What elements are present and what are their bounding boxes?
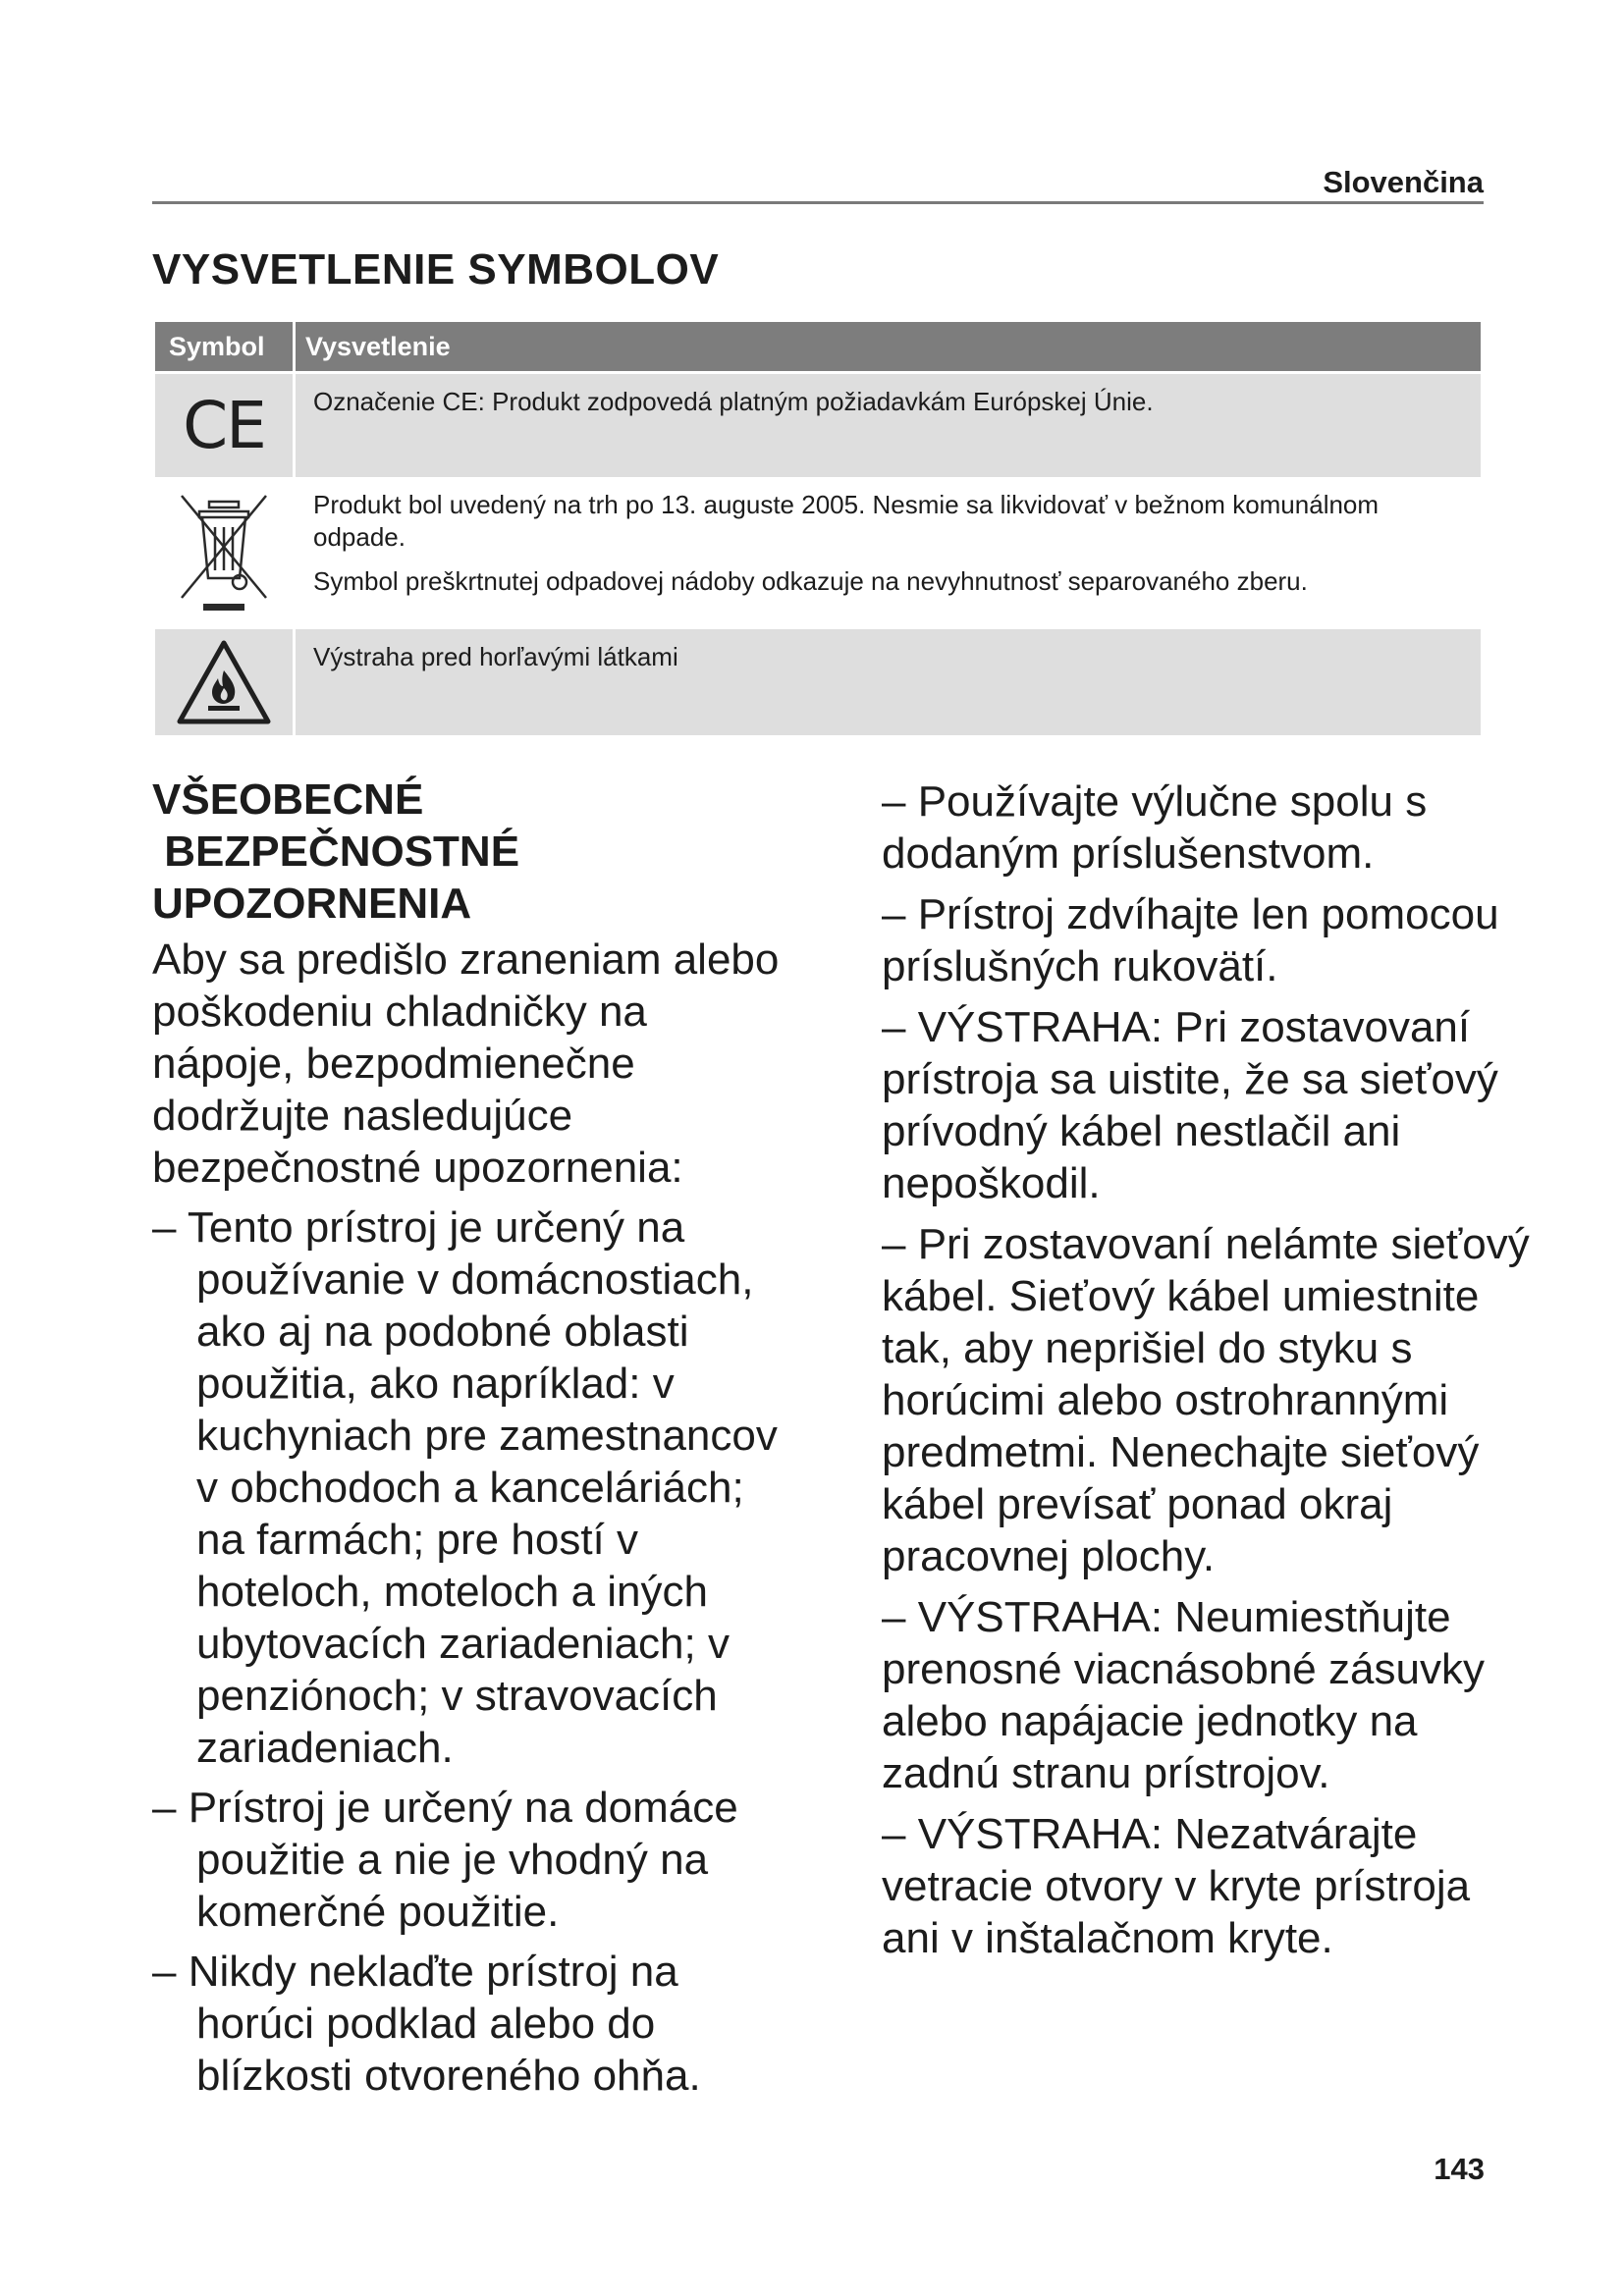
symbols-table <box>155 322 1481 735</box>
table-row <box>155 629 1481 735</box>
header-separator <box>293 322 296 371</box>
table-row <box>155 477 1481 626</box>
list-item: – VÝSTRAHA: Nezatvárajte vetracie otvory v kryte prístroja ani v inštalačnom kryte. <box>882 1810 1471 1962</box>
flammable-warning-icon <box>155 629 293 735</box>
row-text: Symbol preškrtnutej odpadovej nádoby odkazuje na nevyhnutnosť separovaného zberu. <box>313 566 1308 596</box>
table-row <box>155 374 1481 477</box>
crossed-out-bin-icon <box>155 477 293 626</box>
list-item: – Používajte výlučne spolu s dodaným príslušenstvom. <box>882 777 1428 878</box>
intro-paragraph: Aby sa predišlo zraneniam alebo poškodeniu chladničky na nápoje, bezpodmienečne dodržujte nasledujúce bezpečnostné upozornenia: <box>152 935 780 1192</box>
row-text: Výstraha pred horľavými látkami <box>313 642 678 671</box>
list-item: – VÝSTRAHA: Pri zostavovaní prístroja sa uistite, že sa sieťový prívodný kábel nestlačil ani nepoškodil. <box>882 1003 1498 1207</box>
list-item: – VÝSTRAHA: Neumiestňujte prenosné viacnásobné zásuvky alebo napájacie jednotky na zadnú stranu prístrojov. <box>882 1593 1485 1797</box>
row-text: Označenie CE: Produkt zodpovedá platným požiadavkám Európskej Únie. <box>313 387 1154 416</box>
list-item: – Tento prístroj je určený na používanie v domácnostiach, ako aj na podobné oblasti použitia, ako napríklad: v kuchyniach pre zamestnancov v obchodoch a kanceláriách; na farmách; pre hostí v hoteloch, moteloch a iných ubytovacích zariadeniach; v penziónoch; v stravovacích zariadeniach. <box>152 1203 778 1772</box>
header-symbol: Symbol <box>169 332 265 361</box>
symbols-section-title: VYSVETLENIE SYMBOLOV <box>152 245 720 294</box>
list-item: – Pri zostavovaní nelámte sieťový kábel. Sieťový kábel umiestnite tak, aby neprišiel do styku s horúcimi alebo ostrohrannými predmetmi. Nenechajte sieťový kábel prevísať ponad okraj pracovnej plochy. <box>882 1220 1530 1580</box>
page-number: 143 <box>1434 2152 1485 2186</box>
ce-mark-icon: CE <box>183 388 265 463</box>
safety-section-title: VŠEOBECNÉ BEZPEČNOSTNÉ UPOZORNENIA <box>152 775 520 928</box>
list-item: – Prístroj je určený na domáce použitie a nie je vhodný na komerčné použitie. <box>152 1784 738 1936</box>
left-column <box>152 774 800 2102</box>
header-divider <box>152 201 1484 204</box>
list-item: – Nikdy neklaďte prístroj na horúci podklad alebo do blízkosti otvoreného ohňa. <box>152 1948 701 2100</box>
list-item: – Prístroj zdvíhajte len pomocou príslušných rukovätí. <box>882 890 1499 990</box>
right-column <box>882 775 1530 1973</box>
table-header <box>155 322 1481 371</box>
row-text: Produkt bol uvedený na trh po 13. auguste 2005. Nesmie sa likvidovať v bežnom komunálnom odpade. <box>313 490 1380 552</box>
header-explanation: Vysvetlenie <box>305 332 451 361</box>
language-label: Slovenčina <box>1323 165 1484 199</box>
